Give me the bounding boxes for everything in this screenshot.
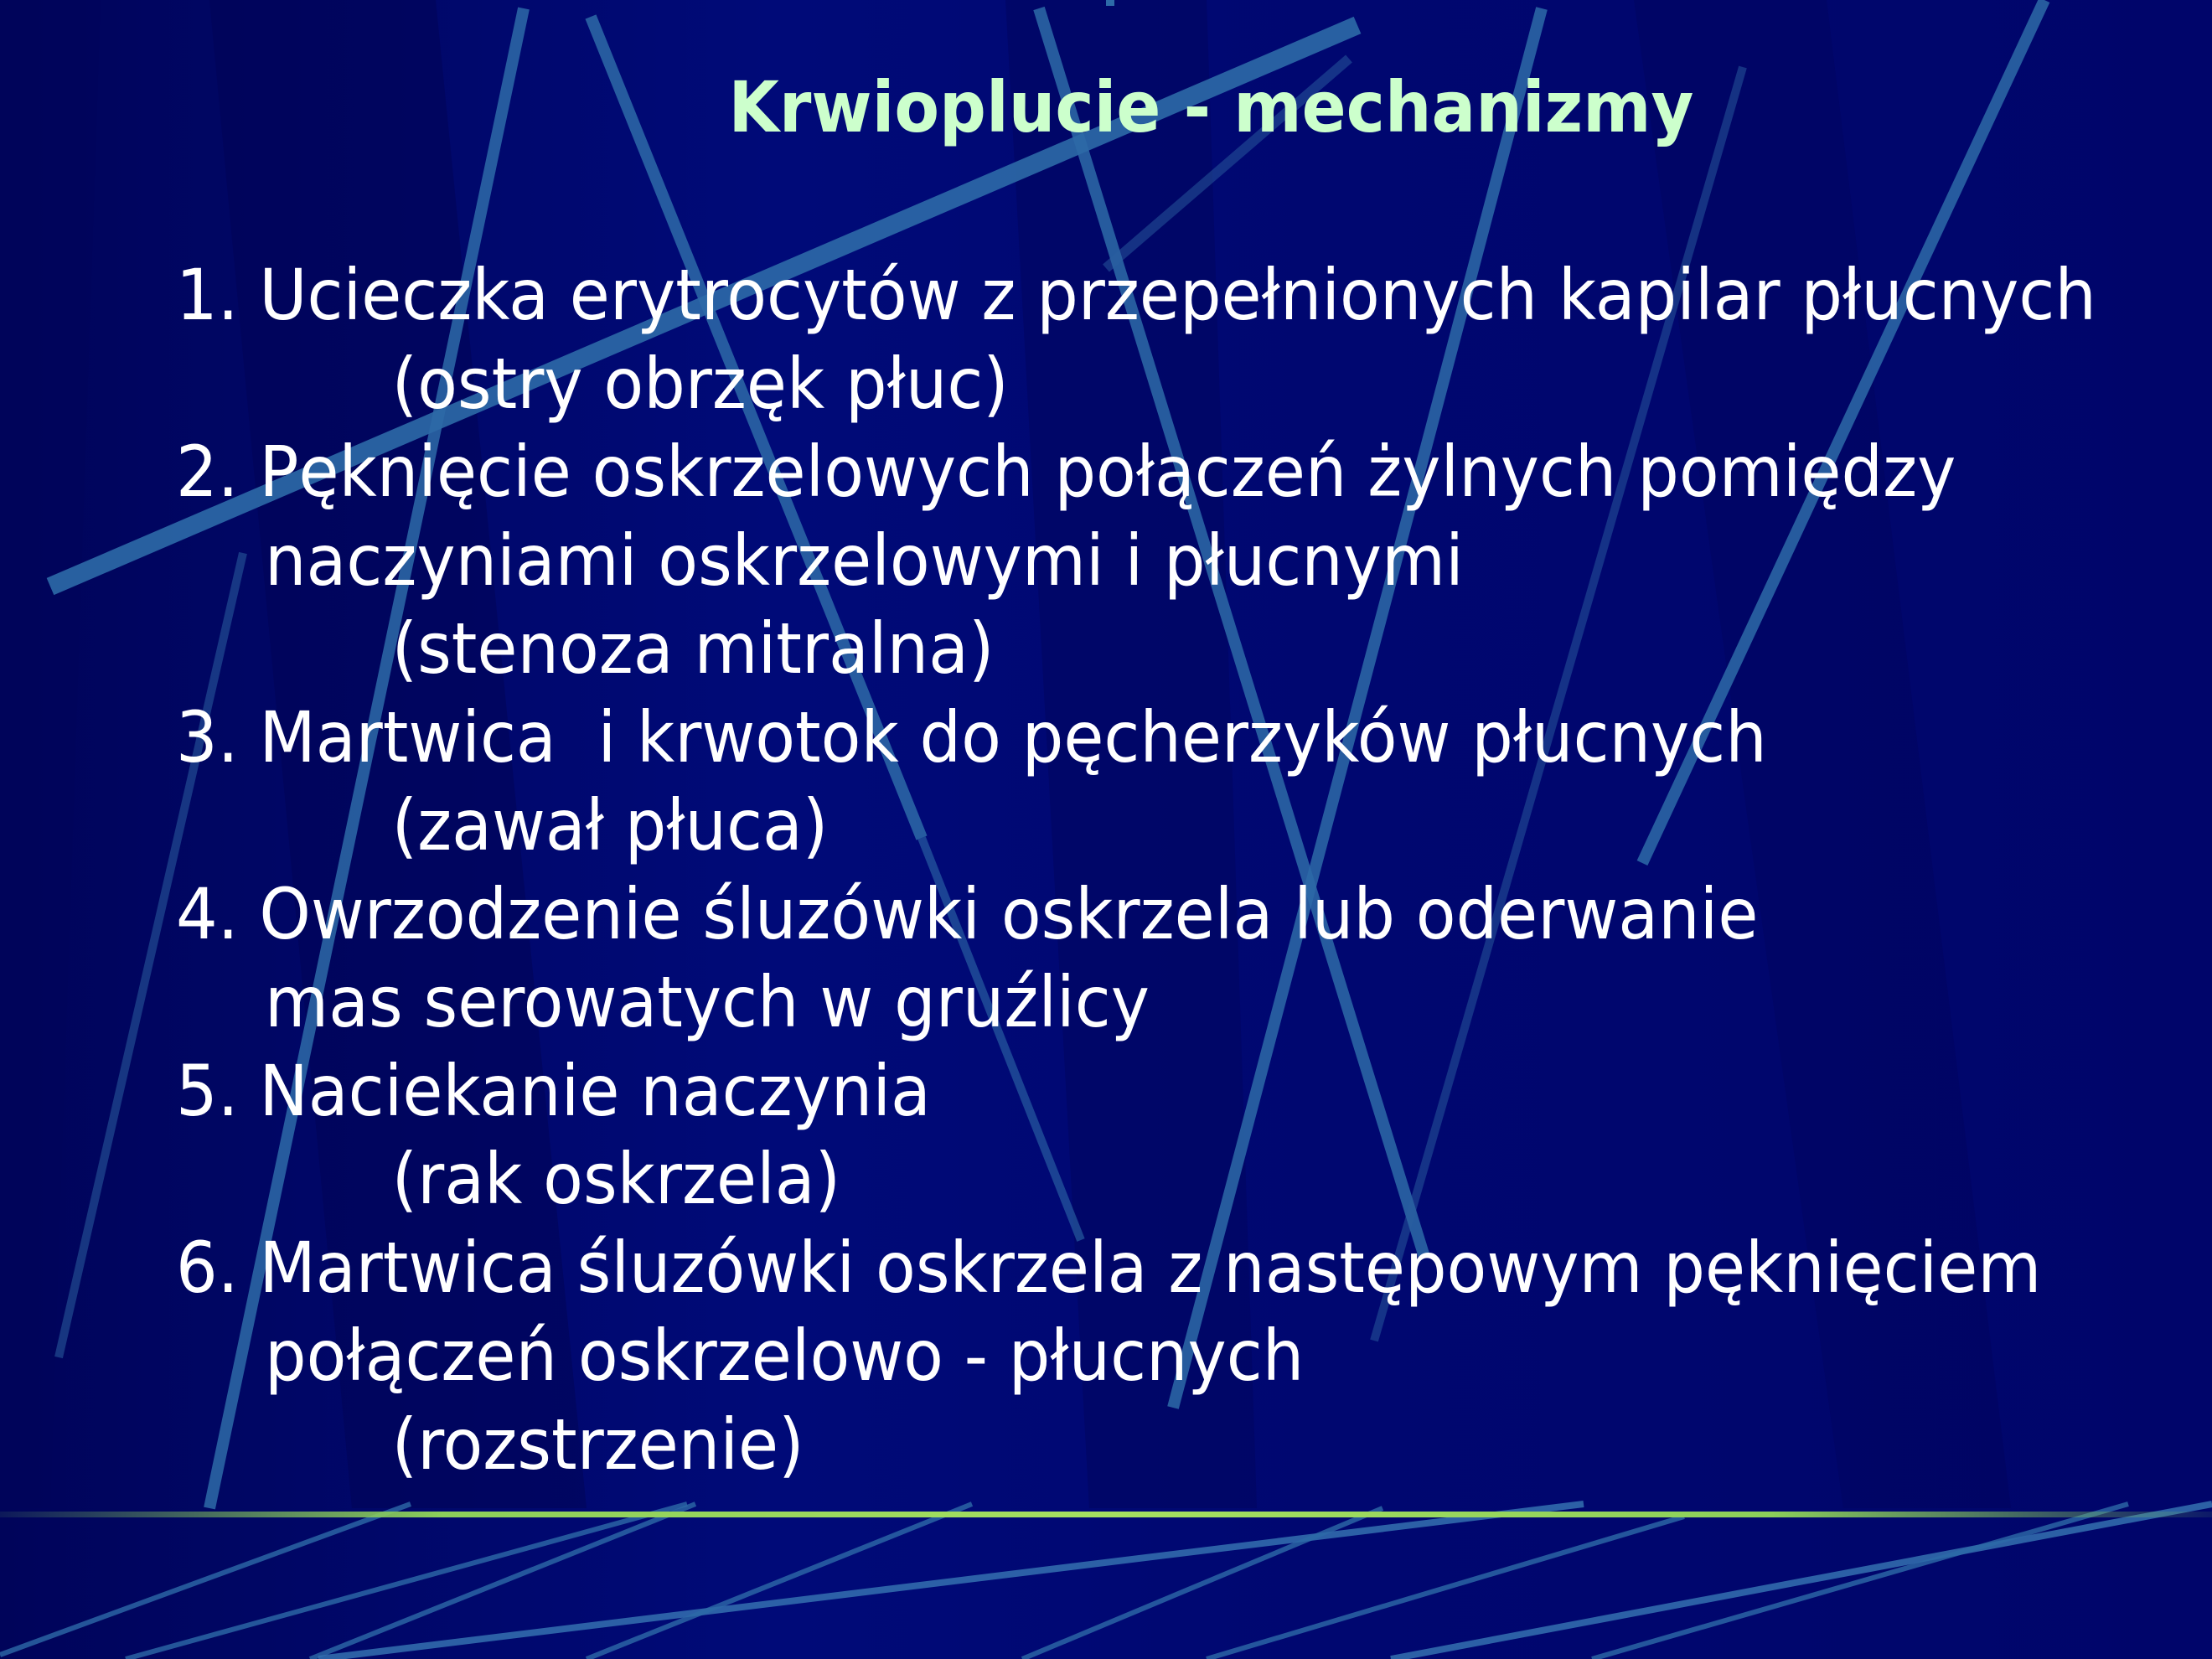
list-item-4: 4. Owrzodzenie śluzówki oskrzela lub oderwanie — [176, 872, 1759, 955]
list-item-2-continuation: naczyniami oskrzelowymi i płucnymi — [265, 519, 1464, 602]
list-item-4-continuation: mas serowatych w gruźlicy — [265, 961, 1150, 1043]
slide-title — [0, 65, 2212, 149]
list-item-6: 6. Martwica śluzówki oskrzela z następowym pęknięciem — [176, 1226, 2042, 1309]
list-item-5: 5. Naciekanie naczynia — [176, 1049, 931, 1132]
list-item-2: 2. Pęknięcie oskrzelowych połączeń żylnych pomiędzy — [176, 431, 1956, 513]
list-item-1: 1. Ucieczka erytrocytów z przepełnionych kapilar płucnych — [176, 254, 2096, 336]
list-item-2-note: (stenoza mitralna) — [391, 607, 995, 690]
list-item-6-note: (rozstrzenie) — [391, 1403, 804, 1486]
list-item-5-note: (rak oskrzela) — [391, 1138, 841, 1220]
slide-title-text: Krwioplucie - mechanizmy — [727, 66, 1694, 148]
list-item-3: 3. Martwica i krwotok do pęcherzyków płucnych — [176, 695, 1767, 778]
footer-accent-line — [0, 1512, 2212, 1517]
list-item-1-note: (ostry obrzęk płuc) — [391, 342, 1009, 425]
list-item-6-continuation: połączeń oskrzelowo - płucnych — [265, 1315, 1305, 1397]
list-item-3-note: (zawał płuca) — [391, 784, 829, 866]
mechanism-list — [176, 251, 2096, 1489]
